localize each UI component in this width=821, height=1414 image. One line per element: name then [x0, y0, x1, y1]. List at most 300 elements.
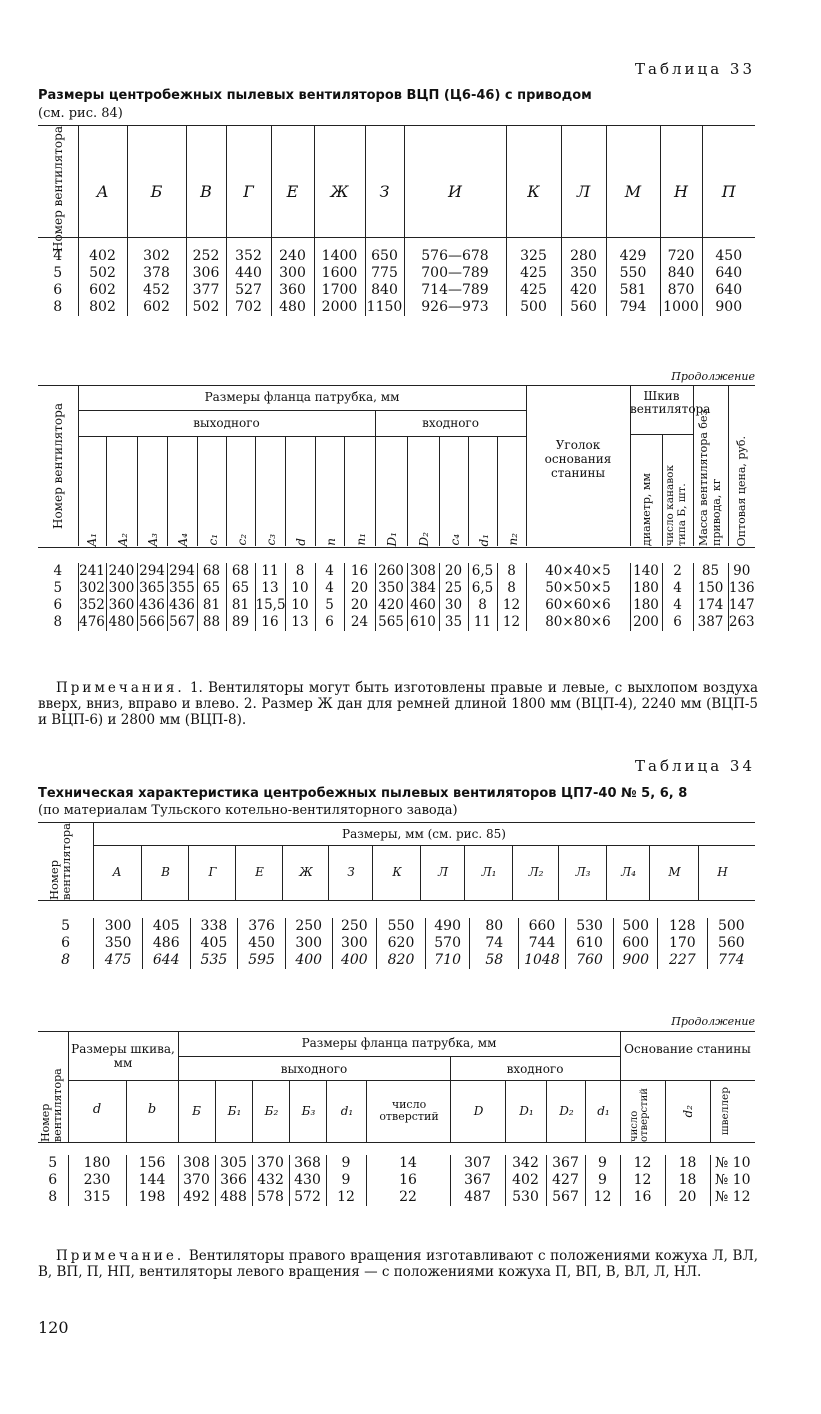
table-column-cell [332, 918, 377, 969]
table-column-cell [344, 563, 375, 631]
table-value: 486 [152, 935, 180, 951]
table-value: 5 [325, 597, 334, 613]
flange-column-header: Б [192, 1104, 201, 1118]
table-value: 8 [507, 580, 516, 596]
table-value: 88 [202, 614, 221, 630]
table-column-cell [78, 248, 127, 316]
table-value: 530 [576, 918, 603, 934]
table-column-cell [226, 248, 271, 316]
table-value: 425 [520, 282, 547, 298]
flange-column-header: D₁ [505, 1080, 547, 1142]
flange-column-header: D [450, 1080, 506, 1142]
table-column-cell [497, 563, 526, 631]
table-value: 530 [512, 1189, 539, 1205]
table-value: 420 [570, 282, 597, 298]
table-value: 294 [139, 563, 165, 579]
table-value: 500 [717, 918, 745, 934]
outlet-header: выходного [280, 1062, 348, 1076]
pulley-b-header: b [147, 1102, 157, 1117]
table-column-cell [614, 918, 658, 969]
table-value: 744 [528, 935, 556, 951]
table-column-cell [728, 563, 755, 631]
table-value: 174 [697, 597, 724, 613]
table-value: 502 [192, 299, 220, 315]
table-value: 502 [89, 265, 116, 281]
table-value: 900 [715, 299, 743, 315]
col-header: К [372, 845, 421, 900]
col-header: В [186, 126, 226, 256]
table-value: 360 [108, 597, 135, 613]
table-value: 610 [576, 935, 603, 951]
table-value: 387 [697, 614, 724, 630]
table-value: 9 [341, 1155, 351, 1171]
table-column-cell [142, 918, 190, 969]
table-value: 325 [520, 248, 547, 264]
table-value: 263 [728, 614, 755, 630]
table-value: 10 [291, 580, 309, 596]
table-value: 550 [619, 265, 647, 281]
table-column-cell [425, 918, 470, 969]
table-value: 405 [152, 918, 180, 934]
table-value: 450 [248, 935, 275, 951]
table-value: 20 [678, 1189, 697, 1205]
table-value: 560 [717, 935, 745, 951]
table-value: 500 [520, 299, 547, 315]
table-value: 150 [697, 580, 724, 596]
table-value: 260 [378, 563, 404, 579]
table-value: 1400 [321, 248, 358, 264]
table-value: 15,5 [255, 597, 286, 613]
table-column-cell [439, 563, 468, 631]
table-value: 20 [350, 580, 369, 596]
table-34-cont-header [38, 1032, 755, 1142]
table-value: № 10 [714, 1155, 751, 1171]
table-value: 170 [668, 935, 696, 951]
table-33-continuation: Продолжение [671, 370, 755, 383]
flange-column-header: d₁ [468, 436, 498, 546]
table-value: 128 [668, 918, 696, 934]
table-value: 840 [667, 265, 695, 281]
flange-column-header: D₁ [375, 436, 408, 546]
table-value: 12 [593, 1189, 612, 1205]
table-column-cell [365, 248, 404, 316]
table-value: 4 [325, 563, 334, 579]
table-value: 342 [512, 1155, 539, 1171]
flange-column-header: число отверстий [366, 1080, 451, 1142]
table-value: 16 [350, 563, 369, 579]
table-value: 595 [248, 952, 275, 968]
table-column-cell [178, 1155, 215, 1206]
table-value: 578 [257, 1189, 284, 1205]
table-value: 565 [378, 614, 404, 630]
table-column-cell [326, 1155, 366, 1206]
base-holes-header: число отверстий [628, 1088, 650, 1142]
table-column-cell [271, 248, 314, 316]
table-value: 5 [53, 265, 63, 281]
table-value: 425 [520, 265, 547, 281]
table-value: 581 [619, 282, 647, 298]
table-column-cell [215, 1155, 252, 1206]
table-value: 6 [325, 614, 334, 630]
table-value: 350 [104, 935, 132, 951]
table-column-cell [658, 918, 708, 969]
fan-number-header: Номер вентилятора [50, 126, 65, 253]
table-column-cell [565, 918, 614, 969]
pulley-header: Шкив вентилятора [630, 389, 711, 416]
table-value: 240 [108, 563, 135, 579]
table-column-cell [127, 248, 186, 316]
col-header: Л [561, 126, 606, 256]
table-value: 840 [371, 282, 398, 298]
table-row [38, 918, 755, 969]
col-header: Г [226, 126, 271, 256]
flange-column-header: n [315, 436, 345, 546]
table-value: 710 [434, 952, 461, 968]
table-column-cell [407, 563, 439, 631]
table-value: 12 [337, 1189, 355, 1205]
col-header: Л₂ [512, 845, 559, 900]
table-value: 68 [231, 563, 250, 579]
table-value: 576—678 [421, 248, 489, 264]
flange-column-header: A₁ [85, 532, 99, 546]
table-value: 8 [295, 563, 305, 579]
table-value: 13 [291, 614, 309, 630]
price-header: Оптовая цена, руб. [735, 435, 748, 546]
table-value: 147 [728, 597, 755, 613]
table-row [38, 248, 755, 316]
flange-column-header: Б₁ [215, 1080, 253, 1142]
table-value: 13 [261, 580, 279, 596]
pulley-diameter-header: диаметр, мм [639, 473, 653, 546]
flange-column-header: A₄ [167, 436, 198, 546]
table-column-cell [315, 563, 344, 631]
table-value: 527 [235, 282, 262, 298]
table-value: 24 [350, 614, 369, 630]
table-value: 9 [598, 1155, 607, 1171]
table-value: 8 [48, 1189, 58, 1205]
table-value: 440 [235, 265, 262, 281]
table-value: 240 [279, 248, 306, 264]
table-value: 350 [570, 265, 597, 281]
table-value: 4 [325, 580, 334, 596]
table-column-cell [255, 563, 285, 631]
table-value: 4 [673, 580, 682, 596]
table-value: 355 [169, 580, 195, 596]
table-value: 315 [83, 1189, 111, 1205]
table-value: 430 [294, 1172, 321, 1188]
table-value: 252 [192, 248, 220, 264]
table-value: 8 [507, 563, 516, 579]
table-value: 368 [294, 1155, 321, 1171]
inlet-header: входного [506, 1062, 564, 1076]
table-value: 18 [678, 1155, 697, 1171]
table-34-title: Техническая характеристика центробежных пылевых вентиляторов ЦП7-40 № 5, 6, 8 [38, 786, 688, 801]
table-value: 794 [619, 299, 647, 315]
pulley-d-header: d [92, 1102, 102, 1117]
table-value: 58 [485, 952, 504, 968]
table-value: 9 [341, 1172, 351, 1188]
table-column-cell [585, 1155, 620, 1206]
table-value: 610 [410, 614, 436, 630]
table-value: 450 [715, 248, 743, 264]
table-value: 405 [200, 935, 228, 951]
table-value: 16 [399, 1172, 417, 1188]
table-value: 427 [552, 1172, 579, 1188]
table-value: 294 [169, 563, 195, 579]
table-column-cell [450, 1155, 505, 1206]
table-value: 377 [192, 282, 220, 298]
table-value: 8 [53, 299, 63, 315]
table-column-cell [620, 1155, 665, 1206]
table-value: 490 [434, 918, 461, 934]
table-value: 436 [169, 597, 195, 613]
flange-column-header: n₂ [497, 436, 527, 546]
table-value: 307 [464, 1155, 491, 1171]
table-value: 308 [410, 563, 436, 579]
col-header: Б [127, 126, 186, 256]
table-value: 11 [473, 614, 492, 630]
col-header: А [112, 865, 122, 879]
table-value: 6 [53, 597, 63, 613]
table-value: 308 [183, 1155, 210, 1171]
table-column-cell [526, 563, 630, 631]
table-column-cell [252, 1155, 289, 1206]
flange-column-header: Б₂ [252, 1080, 290, 1142]
table-value: 620 [387, 935, 415, 951]
table-column-cell [366, 1155, 450, 1206]
table-value: 12 [502, 597, 521, 613]
table-value: 6,5 [471, 580, 494, 596]
table-column-cell [38, 1155, 68, 1206]
page-number: 120 [38, 1318, 69, 1337]
table-column-cell [377, 918, 426, 969]
table-value: 775 [371, 265, 398, 281]
table-value: 378 [143, 265, 170, 281]
table-value: 6 [53, 282, 63, 298]
table-value: 22 [399, 1189, 417, 1205]
table-value: 480 [108, 614, 135, 630]
table-value: 702 [235, 299, 262, 315]
table-value: 180 [83, 1155, 111, 1171]
table-value: 376 [248, 918, 275, 934]
flange-column-header: Б₃ [289, 1080, 327, 1142]
table-value: 65 [202, 580, 221, 596]
table-value: 644 [152, 952, 180, 968]
table-value: 306 [192, 265, 220, 281]
flange-column-header: c₁ [197, 436, 227, 546]
fan-number-header: Номер вентилятора [46, 822, 73, 901]
table-column-cell [167, 563, 197, 631]
col-header: И [404, 126, 506, 256]
table-value: 436 [139, 597, 165, 613]
table-value: 227 [668, 952, 696, 968]
table-value: 85 [701, 563, 720, 579]
fan-number-header: Номер вентилятора [51, 402, 65, 529]
table-value: 80 [485, 918, 504, 934]
table-value: 280 [570, 248, 597, 264]
table-value: 18 [678, 1172, 697, 1188]
col-header: Г [188, 845, 236, 900]
table-value: 60×60×6 [545, 597, 611, 613]
table-value: 16 [261, 614, 279, 630]
col-header: З [328, 845, 373, 900]
table-value: 432 [257, 1172, 284, 1188]
table-value: 89 [231, 614, 250, 630]
table-value: 8 [53, 614, 63, 630]
base-header: Основание станины [624, 1042, 751, 1056]
table-column-cell [186, 248, 226, 316]
table-value: 640 [715, 265, 743, 281]
table-value: 802 [89, 299, 116, 315]
table-value: 6,5 [471, 563, 494, 579]
table-value: 338 [200, 918, 228, 934]
table-value: 300 [108, 580, 135, 596]
table-column-cell [106, 563, 137, 631]
table-value: 302 [79, 580, 105, 596]
table-34-header-rule [38, 900, 755, 901]
table-34-header [38, 823, 755, 900]
table-value: 12 [502, 614, 521, 630]
table-column-cell [38, 563, 78, 631]
table-column-cell [468, 563, 497, 631]
table-value: 5 [48, 1155, 58, 1171]
table-value: 12 [633, 1172, 652, 1188]
table-value: 90 [733, 563, 751, 579]
table-34-body [38, 918, 755, 969]
table-column-cell [693, 563, 728, 631]
table-value: 2000 [321, 299, 358, 315]
table-value: 820 [387, 952, 415, 968]
table-value: 300 [104, 918, 132, 934]
pulley-header: Размеры шкива, мм [71, 1042, 175, 1070]
col-header: Е [235, 845, 283, 900]
table-value: 10 [291, 597, 309, 613]
table-value: 567 [552, 1189, 579, 1205]
flange-column-header: n₁ [344, 436, 376, 546]
table-value: 900 [622, 952, 650, 968]
table-value: 6 [61, 935, 71, 951]
table-column-cell [78, 563, 106, 631]
col-header: П [702, 126, 755, 256]
table-value: 65 [231, 580, 250, 596]
table-column-cell [665, 1155, 710, 1206]
col-header: К [506, 126, 561, 256]
table-value: 566 [139, 614, 165, 630]
table-column-cell [197, 563, 226, 631]
table-column-cell [314, 248, 365, 316]
table-value: 2 [673, 563, 682, 579]
table-value: 6 [673, 614, 682, 630]
table-column-cell [126, 1155, 178, 1206]
angle-header: Уголок основания станины [544, 438, 612, 480]
table-33-header-rule [38, 237, 755, 238]
table-33-label: Таблица 33 [635, 60, 755, 78]
table-value: 40×40×5 [545, 563, 611, 579]
table-value: 476 [79, 614, 105, 630]
table-value: 200 [633, 614, 659, 630]
table-value: 560 [570, 299, 597, 315]
table-value: 1000 [663, 299, 699, 315]
table-value: № 12 [714, 1189, 751, 1205]
table-value: 660 [528, 918, 556, 934]
table-value: 352 [235, 248, 262, 264]
table-value: 300 [340, 935, 368, 951]
table-column-cell [137, 563, 167, 631]
table-value: 8 [61, 952, 71, 968]
table-value: 700—789 [421, 265, 489, 281]
table-value: 926—973 [421, 299, 489, 315]
table-33-cont-header [38, 386, 755, 546]
table-value: 602 [89, 282, 116, 298]
table-value: 8 [478, 597, 487, 613]
table-value: 384 [410, 580, 436, 596]
col-header: Ж [314, 126, 365, 256]
table-value: 475 [104, 952, 132, 968]
fan-number-header: Номер вентилятора [39, 1068, 64, 1142]
table-value: 570 [434, 935, 461, 951]
table-value: 156 [138, 1155, 166, 1171]
flange-header: Размеры фланца патрубка, мм [301, 1036, 497, 1050]
table-column-cell [94, 918, 143, 969]
table-column-cell [470, 918, 519, 969]
table-value: 400 [340, 952, 368, 968]
table-value: 5 [53, 580, 63, 596]
table-value: 74 [485, 935, 504, 951]
outlet-header: выходного [193, 416, 260, 430]
table-value: 4 [673, 597, 682, 613]
table-33-title: Размеры центробежных пылевых вентиляторов ВЦП (Ц6-46) с приводом [38, 88, 592, 103]
table-value: 429 [619, 248, 647, 264]
table-column-cell [707, 918, 755, 969]
base-channel-header: швеллер [718, 1086, 731, 1136]
table-value: 136 [728, 580, 755, 596]
table-value: 402 [89, 248, 116, 264]
table-value: 305 [220, 1155, 247, 1171]
col-header: Л₃ [558, 845, 607, 900]
table-value: 302 [143, 248, 170, 264]
table-column-cell [226, 563, 255, 631]
table-value: 774 [717, 952, 745, 968]
table-column-cell [190, 918, 238, 969]
table-34-notes: Примечание. Вентиляторы правого вращения изготавливают с положениями кожуха Л, ВЛ, В, ВП, П, НП, вентиляторы левого вращения — с положениями кожуха П, ВП, В, ВЛ, Л, НЛ. [38, 1248, 758, 1280]
table-value: 12 [633, 1155, 652, 1171]
table-column-cell [285, 563, 315, 631]
table-column-cell [546, 1155, 585, 1206]
table-value: 366 [220, 1172, 247, 1188]
table-value: 500 [622, 918, 650, 934]
table-value: 20 [444, 563, 463, 579]
col-header: Ж [282, 845, 329, 900]
table-value: 230 [83, 1172, 111, 1188]
table-column-cell [606, 248, 660, 316]
inlet-header: входного [422, 416, 479, 430]
table-value: 80×80×6 [545, 614, 611, 630]
flange-column-header: D₂ [546, 1080, 586, 1142]
table-value: 567 [169, 614, 195, 630]
col-header: Л₁ [464, 845, 513, 900]
flange-header: Размеры фланца патрубка, мм [204, 390, 400, 404]
table-value: 600 [622, 935, 650, 951]
table-column-cell [38, 248, 78, 316]
table-value: 350 [378, 580, 404, 596]
table-column-cell [662, 563, 693, 631]
col-header: М [606, 126, 660, 256]
table-value: 367 [552, 1155, 579, 1171]
table-value: 370 [183, 1172, 210, 1188]
table-34-cont-body [38, 1155, 755, 1206]
table-value: 81 [202, 597, 221, 613]
table-value: 1600 [321, 265, 358, 281]
